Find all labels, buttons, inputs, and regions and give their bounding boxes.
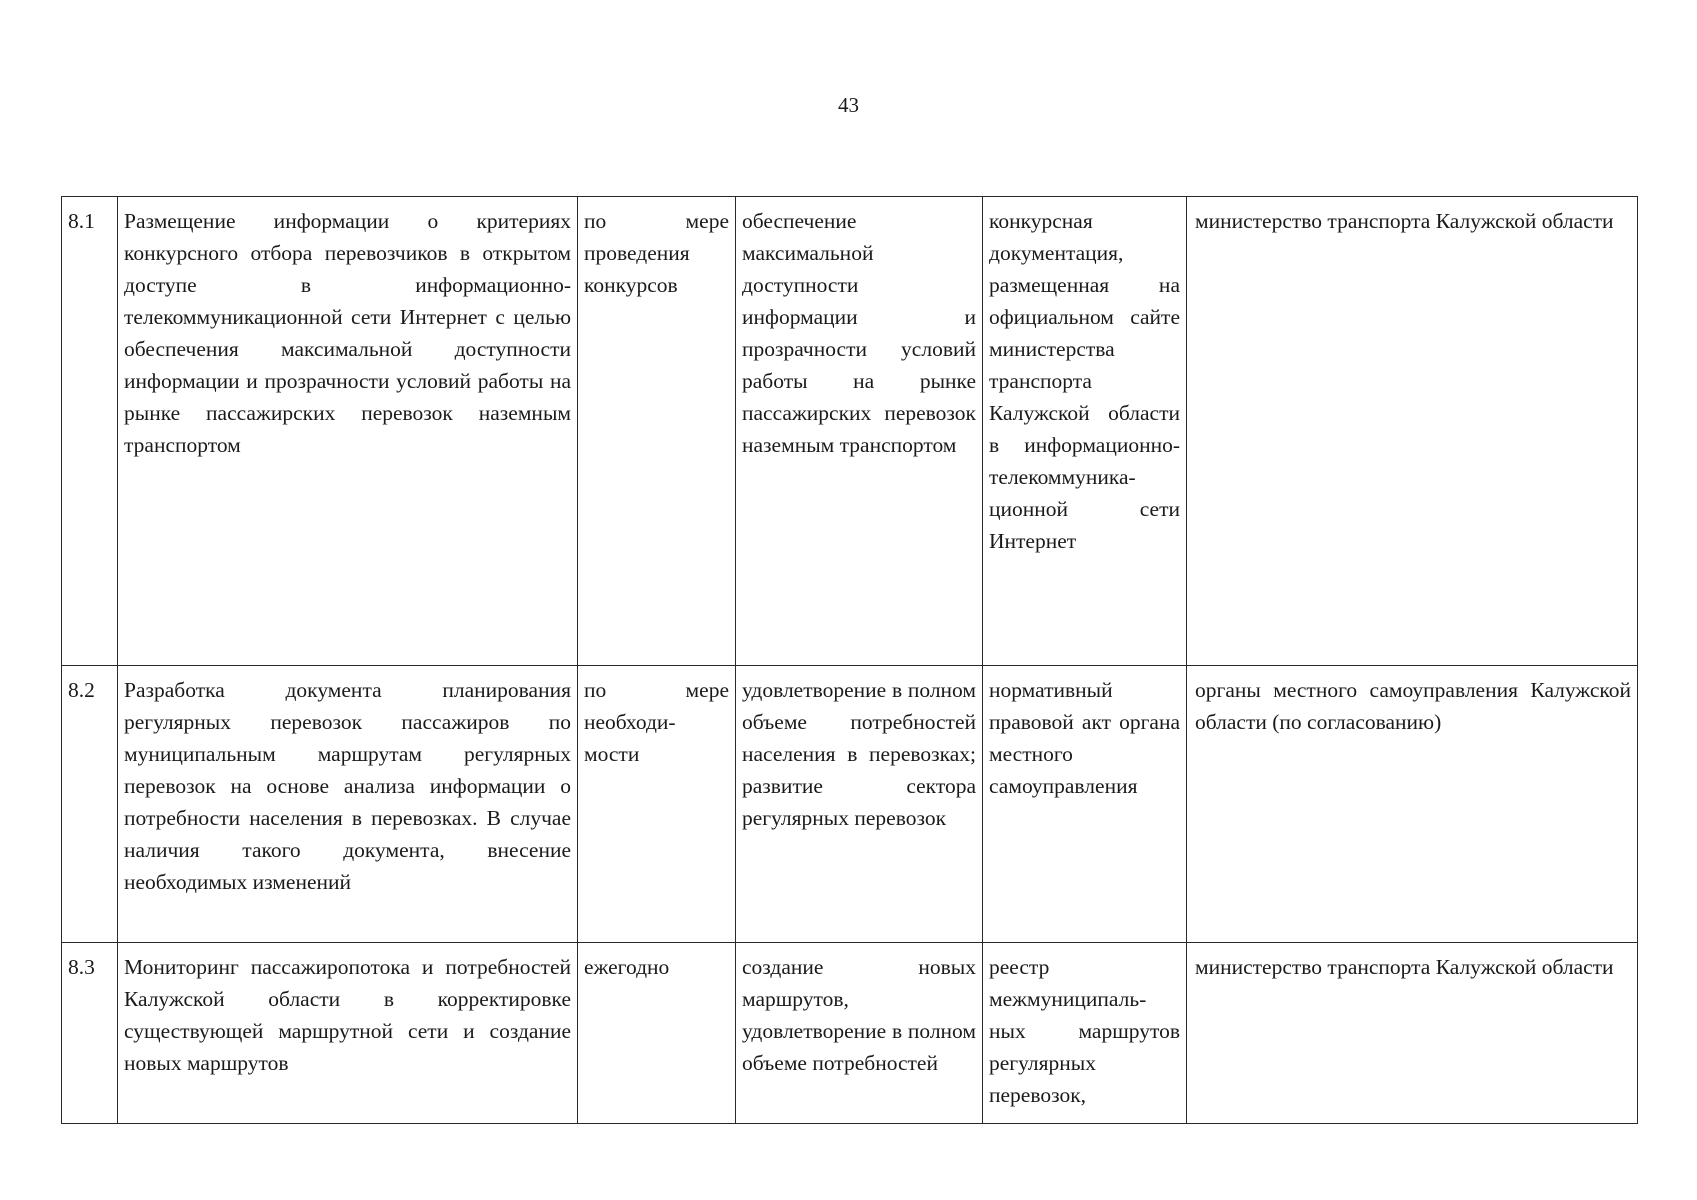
term-cell: ежегодно <box>578 943 736 1124</box>
document-cell: конкурсная документация, размещенная на официальном сайте министерства транспорта Калужской области в информационно-телекоммуника-ционной сети Интернет <box>983 197 1187 666</box>
result-cell: обеспечение максимальной доступности информации и прозрачности условий работы на рынке пассажирских перевозок наземным транспортом <box>736 197 983 666</box>
measures-table <box>61 196 1638 1124</box>
action-cell: Мониторинг пассажиропотока и потребностей Калужской области в корректировке существующей маршрутной сети и создание новых маршрутов <box>118 943 578 1124</box>
term-cell: по мере проведения конкурсов <box>578 197 736 666</box>
responsible-cell: министерство транспорта Калужской области <box>1187 197 1638 666</box>
row-number: 8.3 <box>62 943 118 1124</box>
document-cell: нормативный правовой акт органа местного самоуправления <box>983 666 1187 943</box>
table-row <box>62 197 1638 666</box>
page-number: 43 <box>838 93 859 117</box>
action-cell: Разработка документа планирования регулярных перевозок пассажиров по муниципальным маршрутам регулярных перевозок на основе анализа информации о потребности населения в перевозках. В случае наличия такого документа, внесение необходимых изменений <box>118 666 578 943</box>
document-cell: реестр межмуниципаль-ных маршрутов регулярных перевозок, <box>983 943 1187 1124</box>
table-row <box>62 943 1638 1124</box>
responsible-cell: министерство транспорта Калужской области <box>1187 943 1638 1124</box>
action-cell: Размещение информации о критериях конкурсного отбора перевозчиков в открытом доступе в информационно-телекоммуникационной сети Интернет с целью обеспечения максимальной доступности информации и прозрачности условий работы на рынке пассажирских перевозок наземным транспортом <box>118 197 578 666</box>
row-number: 8.2 <box>62 666 118 943</box>
row-number: 8.1 <box>62 197 118 666</box>
table-row <box>62 666 1638 943</box>
result-cell: удовлетворение в полном объеме потребностей населения в перевозках; развитие сектора регулярных перевозок <box>736 666 983 943</box>
result-cell: создание новых маршрутов, удовлетворение в полном объеме потребностей <box>736 943 983 1124</box>
responsible-cell: органы местного самоуправления Калужской области (по согласованию) <box>1187 666 1638 943</box>
term-cell: по мере необходи-мости <box>578 666 736 943</box>
